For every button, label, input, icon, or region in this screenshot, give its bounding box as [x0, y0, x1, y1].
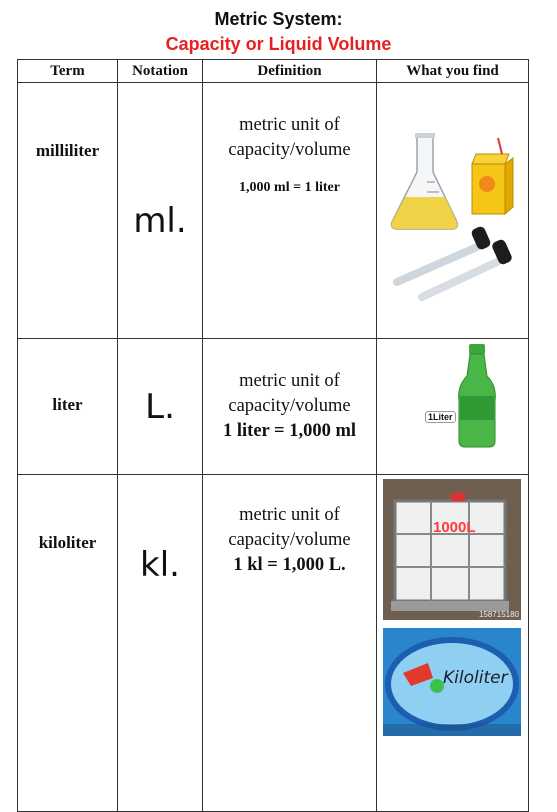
- definition-text: metric unit of capacity/volume: [228, 115, 351, 160]
- page-subtitle: Capacity or Liquid Volume: [165, 34, 392, 54]
- tank-icon: [383, 479, 521, 620]
- metric-capacity-table: [17, 59, 529, 812]
- notation-cell: ml.: [118, 83, 203, 339]
- definition-text: metric unit of capacity/volume: [228, 505, 351, 550]
- tank-label: 1000L: [433, 519, 476, 536]
- ibc-tank-photo: [383, 479, 521, 620]
- equation-text: 1,000 ml = 1 liter: [239, 180, 340, 195]
- table-row-milliliter: [18, 83, 529, 339]
- page-title: Metric System:: [214, 9, 343, 29]
- equation-text: 1 liter = 1,000 ml: [223, 421, 356, 441]
- bottle-label: 1Liter: [425, 411, 456, 423]
- column-header-term: Term: [18, 60, 118, 83]
- term-cell: liter: [18, 339, 118, 475]
- table-header-row: [18, 60, 529, 83]
- equation-text: 1 kl = 1,000 L.: [233, 555, 346, 575]
- definition-text: metric unit of capacity/volume: [228, 371, 351, 416]
- pool-photo: [383, 628, 521, 736]
- tank-watermark: 158715180: [478, 610, 519, 619]
- soda-bottle-image: [377, 341, 528, 472]
- find-cell: [377, 339, 529, 475]
- find-cell: [377, 83, 529, 339]
- find-cell: [377, 475, 529, 812]
- notation-cell: kl.: [118, 475, 203, 812]
- definition-cell: [203, 339, 377, 475]
- column-header-what-you-find: What you find: [377, 60, 529, 83]
- table-row-kiloliter: [18, 475, 529, 812]
- bottle-icon: [459, 344, 496, 447]
- column-header-definition: Definition: [203, 60, 377, 83]
- term-cell: kiloliter: [18, 475, 118, 812]
- juice-box-icon: [472, 138, 513, 214]
- table-row-liter: [18, 339, 529, 475]
- column-header-notation: Notation: [118, 60, 203, 83]
- pool-label: Kiloliter: [443, 668, 508, 688]
- dropper-icon: [397, 225, 513, 297]
- definition-cell: [203, 83, 377, 339]
- notation-cell: L.: [118, 339, 203, 475]
- lab-items-image: [377, 112, 528, 309]
- term-cell: milliliter: [18, 83, 118, 339]
- definition-cell: [203, 475, 377, 812]
- flask-icon: [392, 133, 458, 229]
